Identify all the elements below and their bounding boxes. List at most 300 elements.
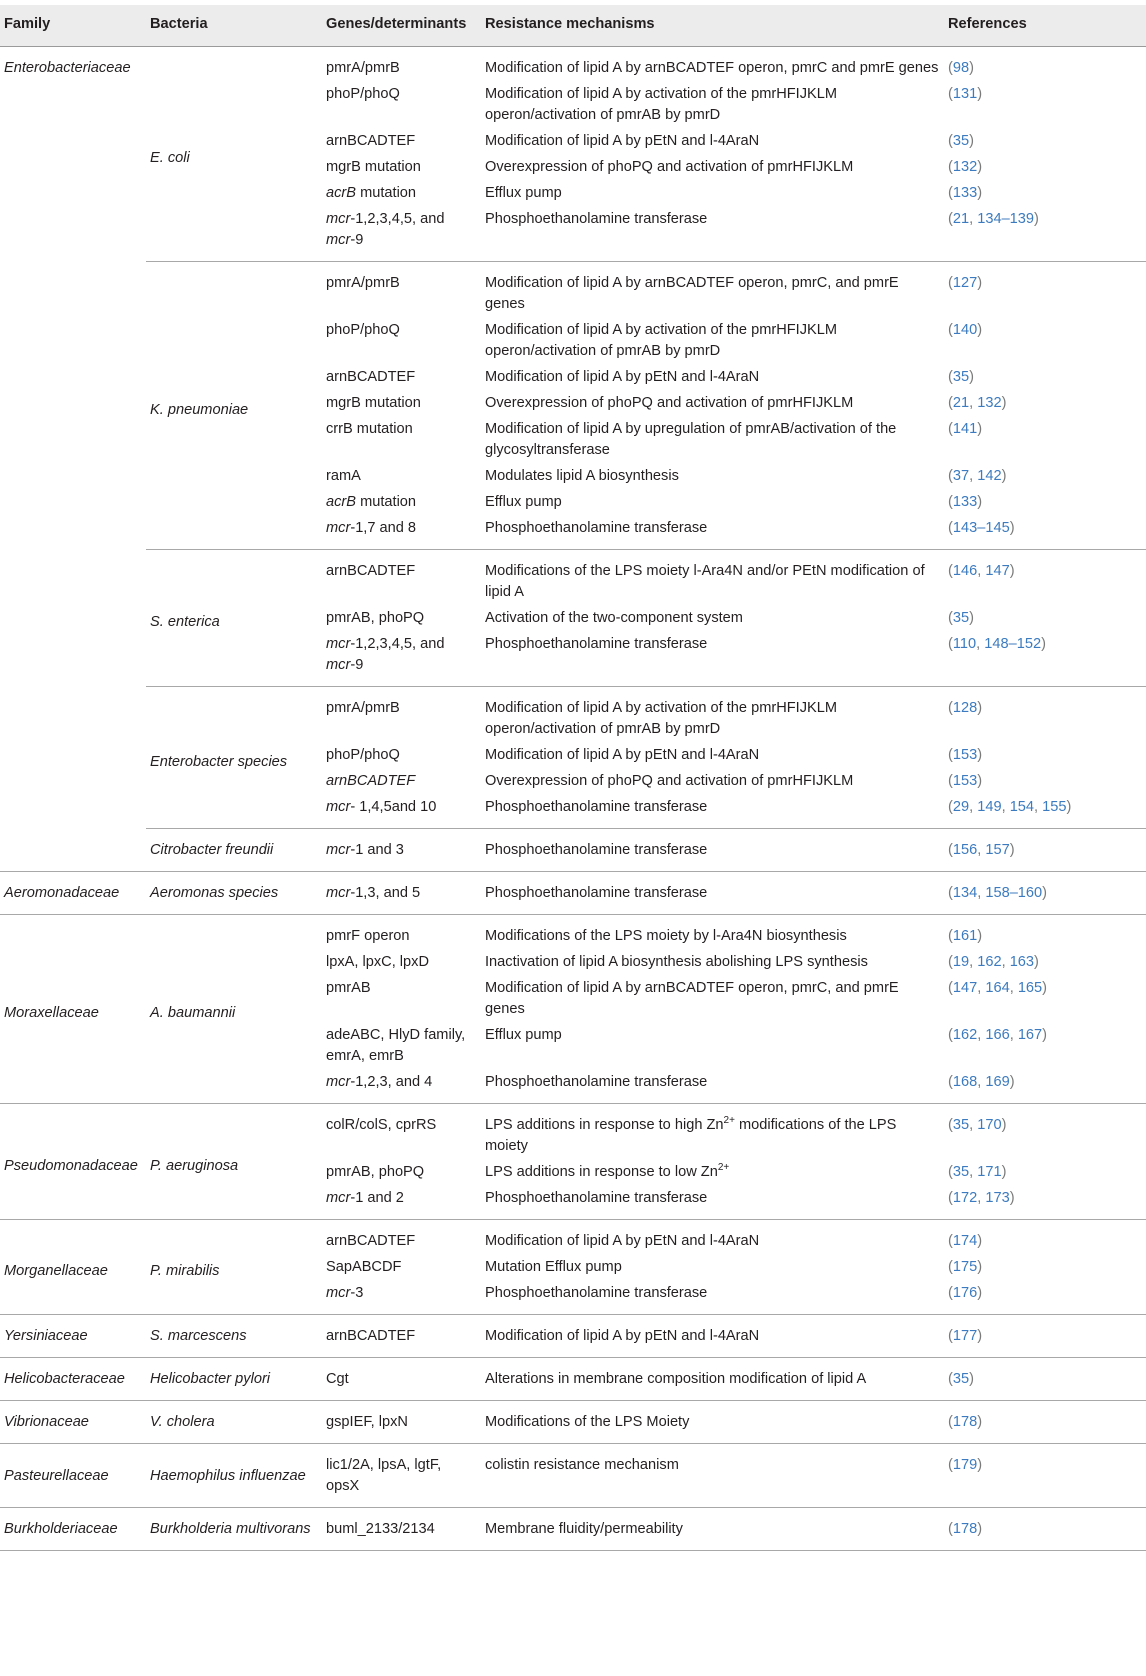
mechanism-text: Efflux pump: [485, 494, 562, 510]
header-row: [0, 5, 1146, 47]
mechanism-text: Overexpression of phoPQ and activation of pmrHFIJKLM: [485, 395, 854, 411]
gene-cell: [322, 631, 481, 687]
gene-italic: acrB: [326, 494, 357, 510]
mechanism-cell: [481, 364, 944, 390]
mechanism-text: Modification of lipid A by pEtN and l-4AraN: [485, 1233, 760, 1249]
mechanism-cell: [481, 550, 944, 606]
family-cell: Aeromonadaceae: [0, 872, 146, 915]
family-cell: Enterobacteriaceae: [0, 47, 146, 872]
bacteria-cell: P. aeruginosa: [146, 1104, 322, 1220]
gene-cell: [322, 180, 481, 206]
references-cell: (98): [944, 47, 1146, 82]
gene-cell: [322, 128, 481, 154]
reference-link[interactable]: 149: [977, 799, 1002, 815]
mechanism-cell: [481, 872, 944, 915]
reference-link[interactable]: 132: [977, 395, 1002, 411]
mechanism-cell: [481, 1104, 944, 1160]
gene-text: pmrAB, phoPQ: [326, 610, 425, 626]
reference-link[interactable]: 154: [1009, 799, 1035, 815]
reference-link[interactable]: 170: [977, 1117, 1002, 1133]
mechanism-cell: [481, 1022, 944, 1069]
mechanism-text: Modification of lipid A by pEtN and l-4AraN: [485, 747, 760, 763]
references-cell: (141): [948, 421, 983, 437]
references-cell: (19, 162, 163): [948, 954, 1039, 970]
gene-text: -1,2,3,4,5, and: [350, 211, 445, 227]
bacteria-cell: V. cholera: [146, 1401, 322, 1444]
mechanism-cell: [481, 949, 944, 975]
gene-cell: [322, 768, 481, 794]
references-cell: (29, 149, 154, 155): [948, 799, 1072, 815]
gene-text: -3: [350, 1285, 364, 1301]
mechanism-text: Phosphoethanolamine transferase: [485, 885, 708, 901]
bacteria-cell: Burkholderia multivorans: [146, 1508, 322, 1551]
gene-text: arnBCADTEF: [326, 369, 416, 385]
header-references: References: [944, 5, 1146, 47]
mechanism-text: Phosphoethanolamine transferase: [485, 1190, 708, 1206]
mechanism-text: Phosphoethanolamine transferase: [485, 636, 708, 652]
references-cell: (175): [948, 1259, 983, 1275]
references-cell: (146, 147): [944, 550, 1146, 606]
gene-italic: mcr: [326, 799, 351, 815]
bacteria-cell: Aeromonas species: [146, 872, 322, 915]
gene-italic: mcr: [326, 636, 351, 652]
reference-link[interactable]: 156: [952, 842, 978, 858]
gene-italic: mcr: [326, 1074, 351, 1090]
mechanism-cell: [481, 154, 944, 180]
bacteria-cell: Helicobacter pylori: [146, 1358, 322, 1401]
reference-link[interactable]: 141: [952, 421, 978, 437]
mechanism-text: LPS additions in response to low Zn: [485, 1164, 718, 1180]
table-row: [0, 47, 1146, 82]
gene-cell: [322, 390, 481, 416]
gene-cell: [322, 1022, 481, 1069]
references-cell: (153): [948, 773, 983, 789]
references-cell: (178): [944, 1508, 1146, 1551]
gene-text: mutation: [356, 494, 417, 510]
reference-link[interactable]: 153: [952, 747, 978, 763]
mechanism-cell: [481, 742, 944, 768]
mechanism-text: Modification of lipid A by activation of the pmrHFIJKLM operon/activation of pmrAB by pmrD: [485, 322, 838, 359]
gene-cell: [322, 1280, 481, 1315]
reference-link[interactable]: 162: [952, 1027, 978, 1043]
reference-link[interactable]: 177: [952, 1328, 978, 1344]
references-cell: (168, 169): [948, 1074, 1015, 1090]
mechanism-cell: [481, 687, 944, 743]
gene-text: arnBCADTEF: [326, 563, 416, 579]
mechanism-cell: [481, 206, 944, 262]
mechanism-text: Modification of lipid A by pEtN and l-4AraN: [485, 133, 760, 149]
gene-italic: mcr: [326, 842, 351, 858]
superscript: 2+: [717, 1162, 730, 1174]
mechanism-text: Efflux pump: [485, 185, 562, 201]
bacteria-cell: A. baumannii: [146, 915, 322, 1104]
gene-text: phoP/phoQ: [326, 86, 400, 102]
reference-link[interactable]: 37: [952, 468, 970, 484]
gene-cell: [322, 794, 481, 829]
mechanism-cell: [481, 515, 944, 550]
mechanism-cell: [481, 605, 944, 631]
references-cell: (161): [944, 915, 1146, 950]
gene-cell: [322, 550, 481, 606]
gene-italic: mcr: [326, 1285, 351, 1301]
family-cell: Moraxellaceae: [0, 915, 146, 1104]
mechanism-text: Efflux pump: [485, 1027, 562, 1043]
mechanism-cell: [481, 1401, 944, 1444]
mechanism-cell: [481, 829, 944, 872]
header-family: Family: [0, 5, 146, 47]
gene-text: -1,2,3,4,5, and: [350, 636, 445, 652]
gene-text: mutation: [356, 185, 417, 201]
bacteria-cell: K. pneumoniae: [146, 262, 322, 550]
gene-cell: [322, 949, 481, 975]
references-cell: (127): [944, 262, 1146, 318]
gene-cell: [322, 317, 481, 364]
gene-text: gspIEF, lpxN: [326, 1414, 408, 1430]
references-cell: (179): [944, 1444, 1146, 1508]
resistance-table: [0, 5, 1146, 1551]
gene-cell: [322, 872, 481, 915]
references-cell: (35, 171): [948, 1164, 1007, 1180]
reference-link[interactable]: 35: [952, 1117, 970, 1133]
gene-text: phoP/phoQ: [326, 322, 400, 338]
mechanism-cell: [481, 1159, 944, 1185]
reference-link[interactable]: 29: [952, 799, 970, 815]
gene-text: SapABCDF: [326, 1259, 402, 1275]
reference-link[interactable]: 175: [952, 1259, 978, 1275]
reference-link[interactable]: 178: [952, 1521, 978, 1537]
mechanism-text: Modifications of the LPS moiety l-Ara4N and/or PEtN modification of lipid A: [485, 563, 925, 600]
mechanism-text: Alterations in membrane composition modification of lipid A: [485, 1371, 867, 1387]
gene-text: mgrB mutation: [326, 395, 421, 411]
gene-text: Cgt: [326, 1371, 349, 1387]
bacteria-cell: S. marcescens: [146, 1315, 322, 1358]
gene-text: arnBCADTEF: [326, 1328, 416, 1344]
references-cell: (110, 148–152): [948, 636, 1046, 652]
references-cell: (153): [948, 747, 983, 763]
references-cell: (35): [944, 1358, 1146, 1401]
gene-text: phoP/phoQ: [326, 747, 400, 763]
references-cell: (35): [948, 610, 974, 626]
reference-link[interactable]: 171: [977, 1164, 1002, 1180]
reference-link[interactable]: 153: [952, 773, 978, 789]
table-row: [0, 687, 1146, 743]
references-cell: (133): [948, 185, 983, 201]
reference-link[interactable]: 169: [985, 1074, 1010, 1090]
mechanism-text: Modifications of the LPS moiety by l-Ara4N biosynthesis: [485, 928, 847, 944]
reference-link[interactable]: 21: [952, 395, 970, 411]
reference-link[interactable]: 167: [1017, 1027, 1043, 1043]
mechanism-cell: [481, 1185, 944, 1220]
gene-text: -9: [350, 657, 364, 673]
references-cell: (128): [944, 687, 1146, 743]
reference-link[interactable]: 35: [952, 1371, 970, 1387]
gene-cell: [322, 206, 481, 262]
reference-link[interactable]: 110: [952, 636, 977, 652]
mechanism-text: Modifications of the LPS Moiety: [485, 1414, 690, 1430]
references-cell: (21, 134–139): [948, 211, 1039, 227]
mechanism-text: Phosphoethanolamine transferase: [485, 1285, 708, 1301]
gene-cell: [322, 515, 481, 550]
gene-cell: [322, 605, 481, 631]
gene-text: ramA: [326, 468, 361, 484]
references-cell: (162, 166, 167): [948, 1027, 1048, 1043]
gene-cell: [322, 47, 481, 82]
reference-link[interactable]: 133: [952, 185, 978, 201]
gene-text: pmrA/pmrB: [326, 700, 400, 716]
mechanism-text: LPS additions in response to high Zn: [485, 1117, 724, 1133]
mechanism-text: Overexpression of phoPQ and activation of pmrHFIJKLM: [485, 159, 854, 175]
mechanism-text: Phosphoethanolamine transferase: [485, 842, 708, 858]
header-genes: Genes/determinants: [322, 5, 481, 47]
gene-cell: [322, 364, 481, 390]
reference-link[interactable]: 155: [1042, 799, 1067, 815]
mechanism-cell: [481, 390, 944, 416]
mechanism-text: Phosphoethanolamine transferase: [485, 799, 708, 815]
gene-text: buml_2133/2134: [326, 1521, 435, 1537]
reference-link[interactable]: 158–160: [985, 885, 1043, 901]
gene-cell: [322, 1104, 481, 1160]
mechanism-cell: [481, 1220, 944, 1255]
reference-link[interactable]: 131: [952, 86, 978, 102]
mechanism-text: colistin resistance mechanism: [485, 1457, 679, 1473]
reference-link[interactable]: 173: [985, 1190, 1010, 1206]
reference-link[interactable]: 127: [952, 275, 978, 291]
mechanism-cell: [481, 180, 944, 206]
references-cell: (147, 164, 165): [948, 980, 1048, 996]
mechanism-cell: [481, 1069, 944, 1104]
gene-italic: mcr: [326, 657, 351, 673]
family-cell: Pseudomonadaceae: [0, 1104, 146, 1220]
gene-cell: [322, 416, 481, 463]
gene-text: -9: [350, 232, 364, 248]
reference-link[interactable]: 140: [952, 322, 978, 338]
references-cell: (35, 170): [944, 1104, 1146, 1160]
gene-cell: [322, 829, 481, 872]
gene-text: adeABC, HlyD family, emrA, emrB: [326, 1027, 466, 1064]
reference-link[interactable]: 147: [952, 980, 978, 996]
reference-link[interactable]: 168: [952, 1074, 978, 1090]
mechanism-cell: [481, 631, 944, 687]
mechanism-cell: [481, 47, 944, 82]
references-cell: (178): [944, 1401, 1146, 1444]
mechanism-cell: [481, 262, 944, 318]
family-cell: Vibrionaceae: [0, 1401, 146, 1444]
gene-cell: [322, 81, 481, 128]
reference-link[interactable]: 148–152: [984, 636, 1042, 652]
mechanism-cell: [481, 975, 944, 1022]
mechanism-cell: [481, 915, 944, 950]
superscript: 2+: [723, 1115, 735, 1127]
gene-italic: mcr: [326, 520, 351, 536]
reference-link[interactable]: 179: [952, 1457, 978, 1473]
mechanism-cell: [481, 1358, 944, 1401]
family-cell: Burkholderiaceae: [0, 1508, 146, 1551]
gene-cell: [322, 1508, 481, 1551]
gene-cell: [322, 262, 481, 318]
gene-cell: [322, 1185, 481, 1220]
gene-cell: [322, 1444, 481, 1508]
references-cell: (140): [948, 322, 983, 338]
table-row: [0, 1444, 1146, 1508]
gene-text: -1,3, and 5: [350, 885, 421, 901]
gene-text: pmrA/pmrB: [326, 275, 400, 291]
mechanism-text: Overexpression of phoPQ and activation of pmrHFIJKLM: [485, 773, 854, 789]
reference-link[interactable]: 132: [952, 159, 978, 175]
reference-link[interactable]: 163: [1009, 954, 1035, 970]
gene-text: arnBCADTEF: [326, 133, 416, 149]
family-cell: Pasteurellaceae: [0, 1444, 146, 1508]
references-cell: (143–145): [948, 520, 1015, 536]
gene-cell: [322, 975, 481, 1022]
reference-link[interactable]: 174: [952, 1233, 978, 1249]
reference-link[interactable]: 142: [977, 468, 1002, 484]
bacteria-cell: Citrobacter freundii: [146, 829, 322, 872]
gene-text: lic1/2A, lpsA, lgtF, opsX: [326, 1457, 442, 1494]
mechanism-cell: [481, 794, 944, 829]
gene-text: -1 and 3: [350, 842, 404, 858]
reference-link[interactable]: 147: [985, 563, 1010, 579]
table-row: [0, 1358, 1146, 1401]
bacteria-cell: P. mirabilis: [146, 1220, 322, 1315]
table-body: [0, 47, 1146, 1551]
reference-link[interactable]: 19: [952, 954, 970, 970]
references-cell: (133): [948, 494, 983, 510]
header-mechanisms: Resistance mechanisms: [481, 5, 944, 47]
reference-link[interactable]: 35: [952, 610, 970, 626]
table-row: [0, 262, 1146, 318]
gene-text: mgrB mutation: [326, 159, 421, 175]
gene-cell: [322, 463, 481, 489]
mechanism-text: Modification of lipid A by activation of the pmrHFIJKLM operon/activation of pmrAB by pmrD: [485, 700, 838, 737]
reference-link[interactable]: 165: [1017, 980, 1043, 996]
mechanism-text: Modification of lipid A by arnBCADTEF operon, pmrC, and pmrE genes: [485, 275, 899, 312]
references-cell: (134, 158–160): [944, 872, 1146, 915]
reference-link[interactable]: 134: [952, 885, 978, 901]
references-cell: (21, 132): [948, 395, 1007, 411]
table-row: [0, 1220, 1146, 1255]
table-row: [0, 1508, 1146, 1551]
references-cell: (177): [944, 1315, 1146, 1358]
reference-link[interactable]: 178: [952, 1414, 978, 1430]
gene-cell: [322, 1401, 481, 1444]
references-cell: (172, 173): [948, 1190, 1015, 1206]
table-row: [0, 550, 1146, 606]
gene-italic: mcr: [326, 211, 351, 227]
gene-text: arnBCADTEF: [326, 1233, 416, 1249]
gene-text: pmrAB, phoPQ: [326, 1164, 425, 1180]
references-cell: (131): [948, 86, 983, 102]
table-row: [0, 915, 1146, 950]
mechanism-cell: [481, 1280, 944, 1315]
gene-cell: [322, 489, 481, 515]
mechanism-text: Modification of lipid A by upregulation of pmrAB/activation of the glycosyltransferase: [485, 421, 897, 458]
reference-link[interactable]: 35: [952, 369, 970, 385]
reference-link[interactable]: 172: [952, 1190, 978, 1206]
mechanism-text: Inactivation of lipid A biosynthesis abolishing LPS synthesis: [485, 954, 868, 970]
gene-text: lpxA, lpxC, lpxD: [326, 954, 429, 970]
mechanism-cell: [481, 1315, 944, 1358]
reference-link[interactable]: 98: [952, 60, 970, 76]
reference-link[interactable]: 162: [977, 954, 1002, 970]
mechanism-cell: [481, 1254, 944, 1280]
reference-link[interactable]: 161: [952, 928, 978, 944]
reference-link[interactable]: 35: [952, 133, 970, 149]
family-cell: Morganellaceae: [0, 1220, 146, 1315]
gene-cell: [322, 154, 481, 180]
header-bacteria: Bacteria: [146, 5, 322, 47]
gene-text: -1,7 and 8: [350, 520, 417, 536]
references-cell: (174): [944, 1220, 1146, 1255]
references-cell: (176): [948, 1285, 983, 1301]
mechanism-cell: [481, 768, 944, 794]
gene-cell: [322, 1220, 481, 1255]
gene-text: crrB mutation: [326, 421, 413, 437]
bacteria-cell: E. coli: [146, 47, 322, 262]
table-row: [0, 1401, 1146, 1444]
family-cell: Helicobacteraceae: [0, 1358, 146, 1401]
gene-cell: [322, 1358, 481, 1401]
gene-italic: arnBCADTEF: [326, 773, 416, 789]
reference-link[interactable]: 157: [985, 842, 1010, 858]
mechanism-cell: [481, 81, 944, 128]
reference-link[interactable]: 134–139: [977, 211, 1035, 227]
reference-link[interactable]: 128: [952, 700, 978, 716]
gene-cell: [322, 1254, 481, 1280]
reference-link[interactable]: 35: [952, 1164, 970, 1180]
gene-text: - 1,4,5and 10: [350, 799, 437, 815]
mechanism-cell: [481, 128, 944, 154]
reference-link[interactable]: 166: [985, 1027, 1010, 1043]
mechanism-text: Phosphoethanolamine transferase: [485, 211, 708, 227]
reference-link[interactable]: 146: [952, 563, 978, 579]
gene-italic: acrB: [326, 185, 357, 201]
gene-text: pmrAB: [326, 980, 371, 996]
mechanism-text: Activation of the two-component system: [485, 610, 743, 626]
gene-text: pmrF operon: [326, 928, 410, 944]
mechanism-cell: [481, 489, 944, 515]
gene-text: -1,2,3, and 4: [350, 1074, 433, 1090]
family-cell: Yersiniaceae: [0, 1315, 146, 1358]
mechanism-cell: [481, 317, 944, 364]
gene-text: colR/colS, cprRS: [326, 1117, 437, 1133]
mechanism-cell: [481, 1444, 944, 1508]
gene-cell: [322, 1315, 481, 1358]
mechanism-text: Membrane fluidity/permeability: [485, 1521, 683, 1537]
reference-link[interactable]: 133: [952, 494, 978, 510]
reference-link[interactable]: 164: [985, 980, 1010, 996]
mechanism-text: Modification of lipid A by arnBCADTEF operon, pmrC and pmrE genes: [485, 60, 939, 76]
table-row: [0, 1315, 1146, 1358]
reference-link[interactable]: 21: [952, 211, 970, 227]
references-cell: (156, 157): [944, 829, 1146, 872]
gene-italic: mcr: [326, 232, 351, 248]
reference-link[interactable]: 176: [952, 1285, 978, 1301]
mechanism-cell: [481, 463, 944, 489]
gene-cell: [322, 742, 481, 768]
gene-cell: [322, 915, 481, 950]
reference-link[interactable]: 143–145: [952, 520, 1010, 536]
mechanism-text: Modification of lipid A by arnBCADTEF operon, pmrC, and pmrE genes: [485, 980, 899, 1017]
bacteria-cell: Haemophilus influenzae: [146, 1444, 322, 1508]
mechanism-text: Modulates lipid A biosynthesis: [485, 468, 679, 484]
mechanism-text: Modification of lipid A by pEtN and l-4AraN: [485, 1328, 760, 1344]
bacteria-cell: S. enterica: [146, 550, 322, 687]
table-row: [0, 1104, 1146, 1160]
mechanism-text: modifications of the LPS moiety: [485, 1117, 897, 1154]
mechanism-text: Modification of lipid A by pEtN and l-4AraN: [485, 369, 760, 385]
table-row: [0, 872, 1146, 915]
references-cell: (35): [948, 369, 974, 385]
